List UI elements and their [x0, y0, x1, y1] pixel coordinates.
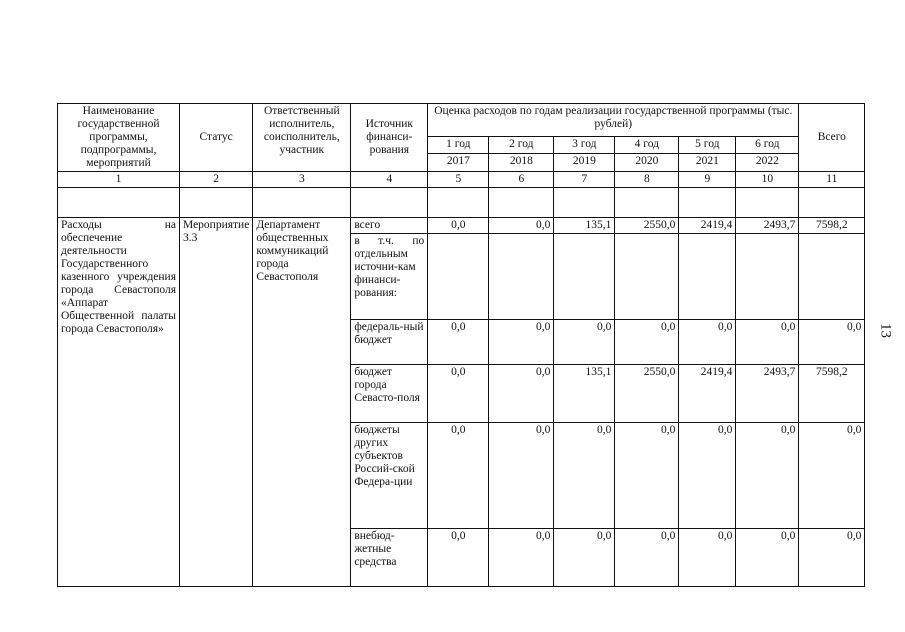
- empty-cell: [428, 234, 489, 320]
- value-cell: 2493,7: [736, 218, 799, 234]
- budget-table: [57, 103, 865, 587]
- value-cell: 0,0: [489, 529, 554, 587]
- value-cell: 0,0: [554, 320, 615, 365]
- year-label: 1 год: [428, 136, 489, 154]
- source-label: внебюд-жетные средства: [351, 529, 428, 587]
- empty-cell: [180, 188, 253, 218]
- empty-cell: [799, 234, 865, 320]
- year-label: 6 год: [736, 136, 799, 154]
- year-value: 2020: [615, 154, 679, 172]
- page-number: 13: [877, 323, 894, 338]
- empty-cell: [736, 188, 799, 218]
- column-number: 9: [679, 172, 736, 188]
- year-value: 2021: [679, 154, 736, 172]
- value-cell: 0,0: [615, 529, 679, 587]
- value-cell: 0,0: [799, 423, 865, 529]
- empty-cell: [799, 188, 865, 218]
- value-cell: 0,0: [679, 529, 736, 587]
- empty-cell: [253, 188, 351, 218]
- value-cell: 0,0: [489, 320, 554, 365]
- header-source: Источник финанси-рования: [351, 104, 428, 172]
- value-cell: 2419,4: [679, 365, 736, 423]
- value-cell: 135,1: [554, 365, 615, 423]
- program-name: Расходы на обеспечение деятельности Государственного казенного учреждения города Севастополя «Аппарат Общественной палаты города Севастополя»: [58, 218, 180, 587]
- value-cell: 0,0: [489, 365, 554, 423]
- source-label: бюджеты других субъектов Россий-ской Федера-ции: [351, 423, 428, 529]
- value-cell: 0,0: [554, 423, 615, 529]
- empty-cell: [428, 188, 489, 218]
- column-number: 11: [799, 172, 865, 188]
- value-cell: 2419,4: [679, 218, 736, 234]
- empty-cell: [679, 234, 736, 320]
- value-cell: 0,0: [554, 529, 615, 587]
- empty-cell: [351, 188, 428, 218]
- column-number: 4: [351, 172, 428, 188]
- value-cell: 0,0: [428, 320, 489, 365]
- column-number: 1: [58, 172, 180, 188]
- empty-cell: [615, 234, 679, 320]
- source-label: федераль-ный бюджет: [351, 320, 428, 365]
- value-cell: 0,0: [736, 423, 799, 529]
- value-cell: 0,0: [679, 423, 736, 529]
- column-number: 8: [615, 172, 679, 188]
- column-number: 3: [253, 172, 351, 188]
- header-status: Статус: [180, 104, 253, 172]
- empty-cell: [554, 188, 615, 218]
- empty-cell: [489, 188, 554, 218]
- value-cell: 2550,0: [615, 365, 679, 423]
- header-total: Всего: [799, 104, 865, 172]
- year-label: 5 год: [679, 136, 736, 154]
- empty-cell: [736, 234, 799, 320]
- value-cell: 0,0: [799, 529, 865, 587]
- year-value: 2018: [489, 154, 554, 172]
- year-label: 4 год: [615, 136, 679, 154]
- header-responsible: Ответственный исполнитель, соисполнитель, участник: [253, 104, 351, 172]
- column-number: 2: [180, 172, 253, 188]
- year-value: 2017: [428, 154, 489, 172]
- value-cell: 0,0: [489, 423, 554, 529]
- program-status: Мероприятие 3.3: [180, 218, 253, 587]
- program-responsible: Департамент общественных коммуникаций города Севастополя: [253, 218, 351, 587]
- value-cell: 7598,2: [799, 365, 865, 423]
- source-label: бюджет города Севасто-поля: [351, 365, 428, 423]
- value-cell: 2550,0: [615, 218, 679, 234]
- value-cell: 0,0: [428, 365, 489, 423]
- empty-cell: [679, 188, 736, 218]
- value-cell: 0,0: [736, 320, 799, 365]
- value-cell: 0,0: [615, 423, 679, 529]
- year-label: 2 год: [489, 136, 554, 154]
- value-cell: 0,0: [615, 320, 679, 365]
- year-label: 3 год: [554, 136, 615, 154]
- source-label: всего: [351, 218, 428, 234]
- value-cell: 0,0: [679, 320, 736, 365]
- empty-cell: [489, 234, 554, 320]
- column-number: 7: [554, 172, 615, 188]
- value-cell: 0,0: [736, 529, 799, 587]
- column-number: 10: [736, 172, 799, 188]
- empty-cell: [615, 188, 679, 218]
- value-cell: 2493,7: [736, 365, 799, 423]
- header-name: Наименование государственной программы, подпрограммы, мероприятий: [58, 104, 180, 172]
- year-value: 2022: [736, 154, 799, 172]
- value-cell: 0,0: [428, 218, 489, 234]
- value-cell: 0,0: [428, 423, 489, 529]
- year-value: 2019: [554, 154, 615, 172]
- value-cell: 0,0: [428, 529, 489, 587]
- value-cell: 0,0: [489, 218, 554, 234]
- column-number: 6: [489, 172, 554, 188]
- source-label: в т.ч. по отдельным источни-кам финанси-рования:: [351, 234, 428, 320]
- column-number: 5: [428, 172, 489, 188]
- value-cell: 7598,2: [799, 218, 865, 234]
- value-cell: 0,0: [799, 320, 865, 365]
- header-estimate: Оценка расходов по годам реализации государственной программы (тыс. рублей): [428, 104, 799, 137]
- empty-cell: [58, 188, 180, 218]
- value-cell: 135,1: [554, 218, 615, 234]
- empty-cell: [554, 234, 615, 320]
